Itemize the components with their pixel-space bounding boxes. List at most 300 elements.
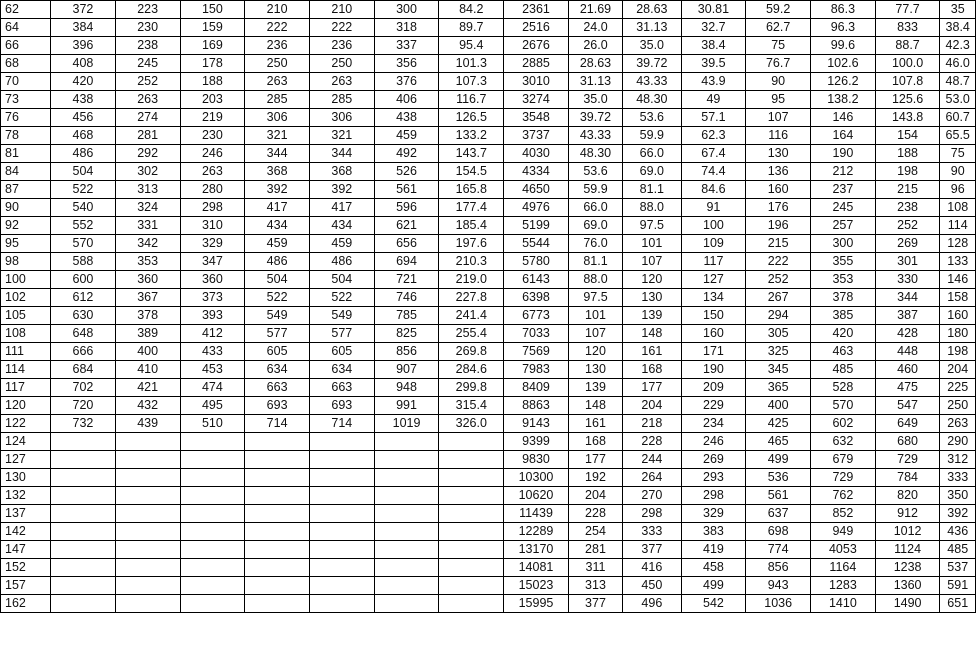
table-cell: 126.5: [439, 109, 504, 127]
table-cell: 3010: [504, 73, 569, 91]
table-cell: 134: [681, 289, 746, 307]
table-cell: 66: [1, 37, 51, 55]
table-cell: 57.1: [681, 109, 746, 127]
table-cell: 254: [568, 523, 622, 541]
table-cell: 35: [940, 1, 976, 19]
table-cell: 70: [1, 73, 51, 91]
table-cell: 154.5: [439, 163, 504, 181]
table-cell: 43.9: [681, 73, 746, 91]
table-cell: [115, 541, 180, 559]
table-cell: 244: [623, 451, 681, 469]
table-row: [1, 415, 976, 433]
table-cell: 204: [623, 397, 681, 415]
table-cell: 46.0: [940, 55, 976, 73]
table-cell: [374, 487, 439, 505]
table-cell: [180, 451, 245, 469]
table-cell: 344: [245, 145, 310, 163]
table-cell: 4053: [811, 541, 876, 559]
table-cell: 281: [115, 127, 180, 145]
table-cell: 321: [245, 127, 310, 145]
table-cell: 146: [940, 271, 976, 289]
table-cell: 510: [180, 415, 245, 433]
table-cell: 392: [940, 505, 976, 523]
table-cell: 439: [115, 415, 180, 433]
table-cell: 621: [374, 217, 439, 235]
table-cell: [439, 487, 504, 505]
table-cell: [439, 541, 504, 559]
table-cell: [309, 523, 374, 541]
table-cell: 43.33: [568, 127, 622, 145]
table-row: [1, 577, 976, 595]
table-cell: 39.72: [568, 109, 622, 127]
table-cell: 76: [1, 109, 51, 127]
table-cell: 632: [811, 433, 876, 451]
table-cell: 310: [180, 217, 245, 235]
table-cell: 350: [940, 487, 976, 505]
table-cell: 204: [940, 361, 976, 379]
table-cell: [245, 523, 310, 541]
table-row: [1, 163, 976, 181]
table-cell: 210: [309, 1, 374, 19]
table-cell: 120: [623, 271, 681, 289]
table-cell: 65.5: [940, 127, 976, 145]
table-cell: 102: [1, 289, 51, 307]
table-cell: 177: [568, 451, 622, 469]
table-cell: 146: [811, 109, 876, 127]
table-cell: 325: [746, 343, 811, 361]
table-cell: 230: [180, 127, 245, 145]
table-cell: 600: [51, 271, 116, 289]
table-cell: 116.7: [439, 91, 504, 109]
table-cell: 69.0: [568, 217, 622, 235]
table-cell: 330: [875, 271, 940, 289]
table-cell: 1036: [746, 595, 811, 613]
table-cell: 3274: [504, 91, 569, 109]
table-cell: 215: [746, 235, 811, 253]
table-cell: 137: [1, 505, 51, 523]
table-cell: 150: [180, 1, 245, 19]
table-cell: 656: [374, 235, 439, 253]
table-row: [1, 559, 976, 577]
table-cell: 663: [245, 379, 310, 397]
table-cell: 3548: [504, 109, 569, 127]
table-cell: [245, 541, 310, 559]
table-cell: 218: [623, 415, 681, 433]
table-cell: 318: [374, 19, 439, 37]
table-row: [1, 289, 976, 307]
table-cell: 252: [875, 217, 940, 235]
table-cell: 634: [309, 361, 374, 379]
table-cell: 459: [245, 235, 310, 253]
table-cell: 6773: [504, 307, 569, 325]
table-cell: 130: [623, 289, 681, 307]
table-cell: 150: [681, 307, 746, 325]
table-cell: 39.5: [681, 55, 746, 73]
table-cell: 666: [51, 343, 116, 361]
table-cell: 164: [811, 127, 876, 145]
table-cell: 241.4: [439, 307, 504, 325]
table-cell: 406: [374, 91, 439, 109]
table-cell: [309, 451, 374, 469]
table-cell: 285: [309, 91, 374, 109]
table-cell: 333: [940, 469, 976, 487]
table-cell: 421: [115, 379, 180, 397]
table-cell: 2361: [504, 1, 569, 19]
table-cell: 99.6: [811, 37, 876, 55]
table-cell: [51, 469, 116, 487]
table-cell: 161: [568, 415, 622, 433]
table-cell: 229: [681, 397, 746, 415]
table-cell: 396: [51, 37, 116, 55]
table-cell: 825: [374, 325, 439, 343]
table-cell: 250: [245, 55, 310, 73]
table-cell: [51, 595, 116, 613]
table-cell: 833: [875, 19, 940, 37]
table-cell: 53.6: [623, 109, 681, 127]
table-cell: 15023: [504, 577, 569, 595]
table-cell: 270: [623, 487, 681, 505]
table-cell: 101: [623, 235, 681, 253]
table-cell: 127: [681, 271, 746, 289]
table-cell: 400: [115, 343, 180, 361]
table-cell: 702: [51, 379, 116, 397]
table-cell: [51, 487, 116, 505]
table-cell: 84.6: [681, 181, 746, 199]
table-cell: 38.4: [940, 19, 976, 37]
table-cell: 1124: [875, 541, 940, 559]
table-cell: 198: [940, 343, 976, 361]
table-cell: 48.7: [940, 73, 976, 91]
table-cell: 130: [1, 469, 51, 487]
table-cell: 373: [180, 289, 245, 307]
table-cell: 459: [309, 235, 374, 253]
table-cell: 223: [115, 1, 180, 19]
table-cell: 324: [115, 199, 180, 217]
table-cell: 246: [681, 433, 746, 451]
table-cell: 264: [623, 469, 681, 487]
table-cell: 9830: [504, 451, 569, 469]
table-cell: 292: [115, 145, 180, 163]
table-cell: 59.9: [568, 181, 622, 199]
table-row: [1, 397, 976, 415]
table-cell: 203: [180, 91, 245, 109]
table-cell: 365: [746, 379, 811, 397]
table-cell: [180, 469, 245, 487]
table-cell: [180, 433, 245, 451]
table-cell: 393: [180, 307, 245, 325]
table-cell: 263: [940, 415, 976, 433]
table-cell: 31.13: [623, 19, 681, 37]
table-cell: 76.7: [746, 55, 811, 73]
table-cell: 75: [940, 145, 976, 163]
table-cell: [374, 577, 439, 595]
table-cell: 912: [875, 505, 940, 523]
table-cell: 139: [623, 307, 681, 325]
table-row: [1, 199, 976, 217]
table-cell: 486: [245, 253, 310, 271]
table-cell: 158: [940, 289, 976, 307]
table-cell: 78: [1, 127, 51, 145]
table-cell: 384: [51, 19, 116, 37]
table-cell: [439, 451, 504, 469]
table-cell: 281: [568, 541, 622, 559]
table-cell: 178: [180, 55, 245, 73]
table-cell: [115, 487, 180, 505]
table-cell: 90: [940, 163, 976, 181]
table-cell: 485: [811, 361, 876, 379]
table-cell: 38.4: [681, 37, 746, 55]
table-cell: 302: [115, 163, 180, 181]
table-cell: [51, 433, 116, 451]
table-cell: 298: [180, 199, 245, 217]
table-cell: 301: [875, 253, 940, 271]
table-cell: 15995: [504, 595, 569, 613]
table-cell: 77.7: [875, 1, 940, 19]
table-cell: 138.2: [811, 91, 876, 109]
table-cell: 107.3: [439, 73, 504, 91]
table-cell: 246: [180, 145, 245, 163]
table-cell: 549: [309, 307, 374, 325]
table-cell: 159: [180, 19, 245, 37]
table-cell: 252: [746, 271, 811, 289]
table-cell: 1238: [875, 559, 940, 577]
table-cell: 227.8: [439, 289, 504, 307]
table-cell: 499: [746, 451, 811, 469]
table-cell: 474: [180, 379, 245, 397]
table-cell: 168: [623, 361, 681, 379]
table-cell: 367: [115, 289, 180, 307]
table-cell: 48.30: [623, 91, 681, 109]
table-cell: 329: [681, 505, 746, 523]
table-cell: 588: [51, 253, 116, 271]
table-cell: 721: [374, 271, 439, 289]
table-cell: [439, 469, 504, 487]
table-cell: 97.5: [568, 289, 622, 307]
table-cell: 294: [746, 307, 811, 325]
table-cell: 729: [875, 451, 940, 469]
table-cell: 49: [681, 91, 746, 109]
table-cell: 387: [875, 307, 940, 325]
table-cell: 651: [940, 595, 976, 613]
table-cell: 76.0: [568, 235, 622, 253]
table-cell: 353: [811, 271, 876, 289]
table-row: [1, 271, 976, 289]
table-cell: 162: [1, 595, 51, 613]
table-cell: [374, 523, 439, 541]
table-cell: 6143: [504, 271, 569, 289]
table-cell: [180, 559, 245, 577]
table-cell: 299.8: [439, 379, 504, 397]
table-cell: [439, 595, 504, 613]
table-cell: 315.4: [439, 397, 504, 415]
table-cell: 355: [811, 253, 876, 271]
table-cell: 1283: [811, 577, 876, 595]
table-cell: 81.1: [623, 181, 681, 199]
table-cell: 263: [115, 91, 180, 109]
table-row: [1, 145, 976, 163]
table-cell: 313: [115, 181, 180, 199]
table-cell: 210: [245, 1, 310, 19]
table-cell: 353: [115, 253, 180, 271]
table-cell: [374, 451, 439, 469]
table-cell: 67.4: [681, 145, 746, 163]
table-cell: [309, 433, 374, 451]
table-cell: 602: [811, 415, 876, 433]
table-cell: 219.0: [439, 271, 504, 289]
table-cell: 62.3: [681, 127, 746, 145]
table-cell: 344: [309, 145, 374, 163]
table-cell: [439, 505, 504, 523]
table-cell: 433: [180, 343, 245, 361]
table-cell: 428: [875, 325, 940, 343]
table-cell: 196: [746, 217, 811, 235]
table-cell: 522: [245, 289, 310, 307]
table-cell: 331: [115, 217, 180, 235]
table-cell: 368: [309, 163, 374, 181]
table-cell: 347: [180, 253, 245, 271]
table-cell: 81: [1, 145, 51, 163]
table-cell: [115, 505, 180, 523]
table-cell: 147: [1, 541, 51, 559]
table-cell: [51, 523, 116, 541]
table-cell: 124: [1, 433, 51, 451]
table-cell: [180, 577, 245, 595]
table-cell: 204: [568, 487, 622, 505]
table-cell: 168: [568, 433, 622, 451]
table-cell: 95: [746, 91, 811, 109]
table-cell: 991: [374, 397, 439, 415]
table-cell: 35.0: [623, 37, 681, 55]
table-cell: 311: [568, 559, 622, 577]
table-cell: 100: [681, 217, 746, 235]
table-cell: [245, 505, 310, 523]
table-cell: 698: [746, 523, 811, 541]
table-cell: 125.6: [875, 91, 940, 109]
table-cell: 120: [568, 343, 622, 361]
table-cell: 120: [1, 397, 51, 415]
table-cell: 2676: [504, 37, 569, 55]
table-cell: [245, 451, 310, 469]
table-row: [1, 307, 976, 325]
table-cell: [245, 469, 310, 487]
table-cell: 154: [875, 127, 940, 145]
table-cell: [374, 559, 439, 577]
table-cell: 570: [811, 397, 876, 415]
table-cell: 522: [51, 181, 116, 199]
table-cell: 774: [746, 541, 811, 559]
table-cell: 434: [245, 217, 310, 235]
table-cell: 680: [875, 433, 940, 451]
table-row: [1, 127, 976, 145]
table-cell: 69.0: [623, 163, 681, 181]
table-cell: 230: [115, 19, 180, 37]
table-cell: [439, 559, 504, 577]
table-cell: 142: [1, 523, 51, 541]
table-cell: [309, 595, 374, 613]
table-cell: 2516: [504, 19, 569, 37]
table-cell: 10300: [504, 469, 569, 487]
table-cell: 392: [245, 181, 310, 199]
table-cell: 228: [623, 433, 681, 451]
table-cell: 81.1: [568, 253, 622, 271]
table-cell: 68: [1, 55, 51, 73]
table-cell: [180, 541, 245, 559]
table-cell: 663: [309, 379, 374, 397]
table-cell: 126.2: [811, 73, 876, 91]
table-cell: [51, 577, 116, 595]
table-cell: 293: [681, 469, 746, 487]
table-cell: [180, 595, 245, 613]
table-cell: 784: [875, 469, 940, 487]
table-cell: 8409: [504, 379, 569, 397]
table-cell: 97.5: [623, 217, 681, 235]
table-cell: 128: [940, 235, 976, 253]
table-cell: 468: [51, 127, 116, 145]
table-cell: 856: [374, 343, 439, 361]
table-cell: [180, 505, 245, 523]
table-cell: 561: [746, 487, 811, 505]
table-cell: 64: [1, 19, 51, 37]
table-cell: 495: [180, 397, 245, 415]
table-cell: 5544: [504, 235, 569, 253]
table-cell: 62: [1, 1, 51, 19]
table-cell: 392: [309, 181, 374, 199]
table-cell: 408: [51, 55, 116, 73]
table-cell: 122: [1, 415, 51, 433]
table-cell: 337: [374, 37, 439, 55]
table-cell: 504: [309, 271, 374, 289]
table-cell: 456: [51, 109, 116, 127]
table-cell: 856: [746, 559, 811, 577]
table-cell: 84.2: [439, 1, 504, 19]
table-cell: 492: [374, 145, 439, 163]
table-cell: 111: [1, 343, 51, 361]
table-cell: 222: [746, 253, 811, 271]
table-cell: 90: [746, 73, 811, 91]
table-cell: 267: [746, 289, 811, 307]
table-cell: 420: [51, 73, 116, 91]
table-cell: 160: [681, 325, 746, 343]
table-cell: 1410: [811, 595, 876, 613]
table-cell: 92: [1, 217, 51, 235]
table-cell: 257: [811, 217, 876, 235]
table-cell: 907: [374, 361, 439, 379]
table-cell: 10620: [504, 487, 569, 505]
table-cell: [245, 595, 310, 613]
table-cell: 943: [746, 577, 811, 595]
table-cell: 157: [1, 577, 51, 595]
table-cell: 130: [568, 361, 622, 379]
table-row: [1, 55, 976, 73]
table-cell: 389: [115, 325, 180, 343]
table-row: [1, 325, 976, 343]
table-cell: 62.7: [746, 19, 811, 37]
table-cell: 684: [51, 361, 116, 379]
table-cell: 234: [681, 415, 746, 433]
table-body: [1, 1, 976, 613]
table-cell: 28.63: [623, 1, 681, 19]
table-cell: 342: [115, 235, 180, 253]
table-cell: 360: [115, 271, 180, 289]
table-cell: [115, 451, 180, 469]
table-cell: 732: [51, 415, 116, 433]
table-cell: [309, 469, 374, 487]
table-cell: 7569: [504, 343, 569, 361]
table-cell: 215: [875, 181, 940, 199]
table-cell: [115, 559, 180, 577]
table-cell: 152: [1, 559, 51, 577]
table-cell: 74.4: [681, 163, 746, 181]
